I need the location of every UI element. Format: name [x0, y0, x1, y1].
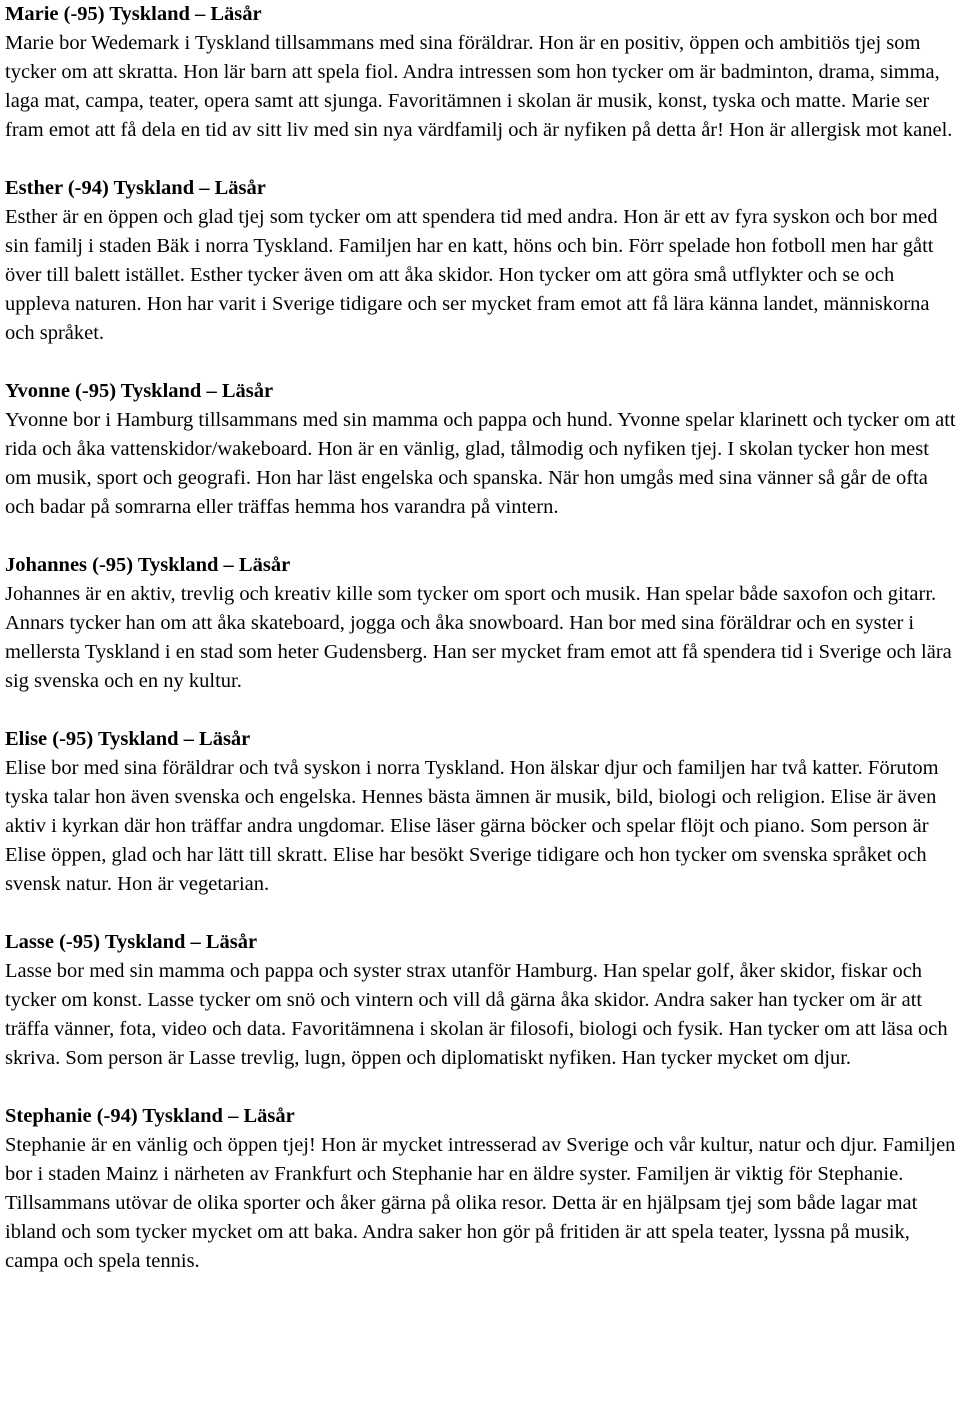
student-entry-elise: [5, 725, 960, 899]
student-entry-stephanie: [5, 1102, 960, 1276]
entry-heading: Marie (-95) Tyskland – Läsår: [5, 3, 262, 25]
student-entry-lasse: [5, 928, 960, 1073]
entry-heading: Johannes (-95) Tyskland – Läsår: [5, 554, 291, 576]
entry-heading: Lasse (-95) Tyskland – Läsår: [5, 931, 258, 953]
student-entry-yvonne: [5, 377, 960, 522]
entry-body: Elise bor med sina föräldrar och två syskon i norra Tyskland. Hon älskar djur och familjen har två katter. Förutom tyska talar hon även svenska och engelska. Hennes bästa ämnen är musik, bild, biologi och religion. Elise är även aktiv i kyrkan där hon träffar andra ungdomar. Elise läser gärna böcker och spelar flöjt och piano. Som person är Elise öppen, glad och har lätt till skratt. Elise har besökt Sverige tidigare och hon tycker om svenska språket och svensk natur. Hon är vegetarian.: [5, 757, 939, 895]
entry-body: Esther är en öppen och glad tjej som tycker om att spendera tid med andra. Hon är ett av fyra syskon och bor med sin familj i staden Bäk i norra Tyskland. Familjen har en katt, höns och bin. Förr spelade hon fotboll men har gått över till balett istället. Esther tycker även om att åka skidor. Hon tycker om att göra små utflykter och se och uppleva naturen. Hon har varit i Sverige tidigare och ser mycket fram emot att få lära känna landet, människorna och språket.: [5, 206, 938, 344]
document-page: [5, 0, 960, 1276]
student-entry-marie: [5, 0, 960, 145]
entry-heading: Yvonne (-95) Tyskland – Läsår: [5, 380, 274, 402]
entry-body: Yvonne bor i Hamburg tillsammans med sin mamma och pappa och hund. Yvonne spelar klarinett och tycker om att rida och åka vattenskidor/wakeboard. Hon är en vänlig, glad, tålmodig och nyfiken tjej. I skolan tycker hon mest om musik, sport och geografi. Hon har läst engelska och spanska. När hon umgås med sina vänner så går de ofta och badar på somrarna eller träffas hemma hos varandra på vintern.: [5, 409, 956, 518]
entry-heading: Stephanie (-94) Tyskland – Läsår: [5, 1105, 295, 1127]
entry-body: Johannes är en aktiv, trevlig och kreativ kille som tycker om sport och musik. Han spelar både saxofon och gitarr. Annars tycker han om att åka skateboard, jogga och åka snowboard. Han bor med sina föräldrar och en syster i mellersta Tyskland i en stad som heter Gudensberg. Han ser mycket fram emot att få spendera tid i Sverige och lära sig svenska och en ny kultur.: [5, 583, 952, 692]
entry-body: Marie bor Wedemark i Tyskland tillsammans med sina föräldrar. Hon är en positiv, öppen och ambitiös tjej som tycker om att skratta. Hon lär barn att spela fiol. Andra intressen som hon tycker om är badminton, drama, simma, laga mat, campa, teater, opera samt att sjunga. Favoritämnen i skolan är musik, konst, tyska och matte. Marie ser fram emot att få dela en tid av sitt liv med sin nya värdfamilj och är nyfiken på detta år! Hon är allergisk mot kanel.: [5, 32, 953, 141]
student-entry-johannes: [5, 551, 960, 696]
entry-heading: Esther (-94) Tyskland – Läsår: [5, 177, 266, 199]
entry-heading: Elise (-95) Tyskland – Läsår: [5, 728, 251, 750]
student-entry-esther: [5, 174, 960, 348]
entry-body: Lasse bor med sin mamma och pappa och syster strax utanför Hamburg. Han spelar golf, åker skidor, fiskar och tycker om konst. Lasse tycker om snö och vintern och vill då gärna åka skidor. Andra saker han tycker om är att träffa vänner, fota, video och data. Favoritämnena i skolan är filosofi, biologi och fysik. Han tycker om att läsa och skriva. Som person är Lasse trevlig, lugn, öppen och diplomatiskt nyfiken. Han tycker mycket om djur.: [5, 960, 948, 1069]
entry-body: Stephanie är en vänlig och öppen tjej! Hon är mycket intresserad av Sverige och vår kultur, natur och djur. Familjen bor i staden Mainz i närheten av Frankfurt och Stephanie har en äldre syster. Familjen är viktig för Stephanie. Tillsammans utövar de olika sporter och åker gärna på olika resor. Detta är en hjälpsam tjej som både lagar mat ibland och som tycker mycket om att baka. Andra saker hon gör på fritiden är att spela teater, lyssna på musik, campa och spela tennis.: [5, 1134, 956, 1272]
